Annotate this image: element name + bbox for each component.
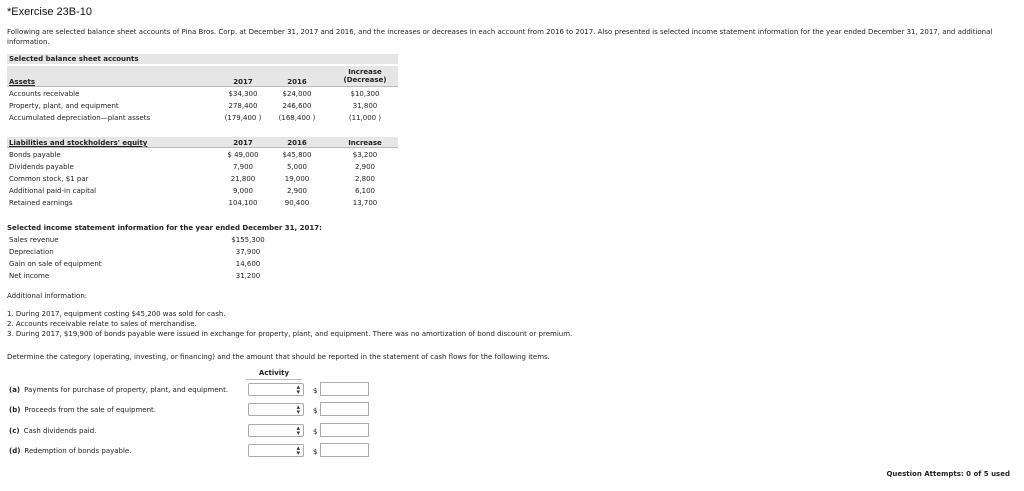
amount-input[interactable]	[320, 382, 369, 396]
amount-input[interactable]	[320, 423, 369, 437]
question-label	[9, 386, 228, 394]
income-label: Sales revenue	[9, 236, 59, 244]
cell-2016: 2,900	[286, 187, 308, 195]
cell-2017: (179,400 )	[224, 114, 262, 122]
activity-column-header: Activity	[246, 368, 302, 380]
cell-change: (11,000 )	[348, 114, 382, 122]
table-row	[7, 173, 398, 185]
question-row-b	[7, 402, 367, 418]
select-arrows-icon: ▴ ▾	[296, 403, 300, 416]
cell-2017: 21,800	[230, 175, 256, 183]
question-letter: (b)	[9, 406, 21, 414]
activity-select[interactable]	[248, 424, 304, 437]
income-value: 14,600	[235, 260, 261, 268]
row-label: Bonds payable	[9, 151, 61, 159]
row-label: Retained earnings	[9, 199, 73, 207]
question-attempts: Question Attempts: 0 of 5 used	[886, 470, 1010, 478]
assets-header-change: Increase (Decrease)	[343, 68, 387, 84]
cell-change: $3,200	[352, 151, 378, 159]
cell-change: $10,300	[350, 90, 380, 98]
balance-section-header	[7, 54, 398, 64]
question-row-c	[7, 423, 367, 439]
cell-2016: 246,600	[282, 102, 312, 110]
question-letter: (c)	[9, 427, 20, 435]
assets-header-label: Assets	[9, 78, 36, 86]
exercise-title: *Exercise 23B-10	[7, 6, 92, 18]
cell-2017: 278,400	[228, 102, 258, 110]
cell-2016: 5,000	[286, 163, 308, 171]
table-row	[7, 112, 398, 124]
question-text: Proceeds from the sale of equipment.	[24, 406, 157, 414]
question-label	[9, 427, 96, 435]
income-row	[7, 258, 307, 270]
instructions: Determine the category (operating, investing, or financing) and the amount that should be reported in the statement of cash flows for the following items.	[7, 353, 550, 361]
dollar-sign: $	[313, 428, 318, 436]
cell-2016: (168,400 )	[278, 114, 316, 122]
question-letter: (d)	[9, 447, 21, 455]
select-arrows-icon: ▴ ▾	[296, 383, 300, 396]
cell-2016: 19,000	[284, 175, 310, 183]
cell-change: 2,900	[354, 163, 376, 171]
row-label: Property, plant, and equipment	[9, 102, 119, 110]
dollar-sign: $	[313, 387, 318, 395]
income-row	[7, 234, 307, 246]
question-text: Cash dividends paid.	[23, 427, 97, 435]
intro-text: Following are selected balance sheet accounts of Pina Bros. Corp. at December 31, 2017 and 2016, and the increases or decreases in each account from 2016 to 2017. Also presented is selected income statement information for the year ended December 31, 2017, and additional information.	[7, 28, 993, 46]
income-value: 31,200	[235, 272, 261, 280]
dollar-sign: $	[313, 448, 318, 456]
liabilities-header-label: Liabilities and stockholders' equity	[9, 139, 148, 147]
assets-header	[7, 66, 398, 87]
cell-2017: 7,900	[232, 163, 254, 171]
table-row	[7, 100, 398, 112]
cell-2017: 104,100	[228, 199, 258, 207]
cell-2016: $45,800	[282, 151, 312, 159]
income-value: $155,300	[231, 236, 265, 244]
balance-section-label: Selected balance sheet accounts	[9, 55, 139, 63]
dollar-sign: $	[313, 407, 318, 415]
cell-change: 13,700	[352, 199, 378, 207]
income-title: Selected income statement information for the year ended December 31, 2017:	[7, 224, 322, 232]
income-value: 37,900	[235, 248, 261, 256]
table-row	[7, 185, 398, 197]
income-label: Net income	[9, 272, 50, 280]
row-label: Accumulated depreciation—plant assets	[9, 114, 151, 122]
table-row	[7, 161, 398, 173]
additional-info-label: Additional information:	[7, 292, 88, 300]
table-row	[7, 149, 398, 161]
select-arrows-icon: ▴ ▾	[296, 444, 300, 457]
cell-2016: $24,000	[282, 90, 312, 98]
select-arrows-icon: ▴ ▾	[296, 424, 300, 437]
amount-input[interactable]	[320, 402, 369, 416]
table-row	[7, 88, 398, 100]
question-label	[9, 447, 131, 455]
additional-item: 3. During 2017, $19,900 of bonds payable were issued in exchange for property, plant, and equipment. There was no amortization of bond discount or premium.	[7, 330, 573, 338]
additional-item: 2. Accounts receivable relate to sales of merchandise.	[7, 320, 197, 328]
liabilities-header-change: Increase	[348, 139, 382, 147]
additional-item: 1. During 2017, equipment costing $45,200 was sold for cash.	[7, 310, 226, 318]
amount-input[interactable]	[320, 443, 369, 457]
cell-change: 31,800	[352, 102, 378, 110]
cell-2017: $ 49,000	[227, 151, 259, 159]
question-label	[9, 406, 156, 414]
liabilities-header-2016: 2016	[287, 139, 307, 147]
cell-2017: 9,000	[232, 187, 254, 195]
liabilities-header	[7, 137, 398, 148]
table-row	[7, 197, 398, 209]
question-text: Payments for purchase of property, plant, and equipment.	[24, 386, 229, 394]
cell-2017: $34,300	[228, 90, 258, 98]
row-label: Additional paid-in capital	[9, 187, 97, 195]
question-row-d	[7, 443, 367, 459]
liabilities-header-2017: 2017	[233, 139, 253, 147]
income-label: Depreciation	[9, 248, 54, 256]
question-text: Redemption of bonds payable.	[24, 447, 132, 455]
cell-change: 6,100	[354, 187, 376, 195]
assets-header-2016: 2016	[287, 78, 307, 86]
income-row	[7, 246, 307, 258]
question-row-a	[7, 382, 367, 398]
activity-select[interactable]	[248, 383, 304, 396]
question-letter: (a)	[9, 386, 21, 394]
income-row	[7, 270, 307, 282]
row-label: Common stock, $1 par	[9, 175, 89, 183]
activity-select[interactable]	[248, 444, 304, 457]
row-label: Dividends payable	[9, 163, 74, 171]
activity-select[interactable]	[248, 403, 304, 416]
row-label: Accounts receivable	[9, 90, 80, 98]
income-label: Gain on sale of equipment	[9, 260, 102, 268]
assets-header-2017: 2017	[233, 78, 253, 86]
cell-2016: 90,400	[284, 199, 310, 207]
cell-change: 2,800	[354, 175, 376, 183]
